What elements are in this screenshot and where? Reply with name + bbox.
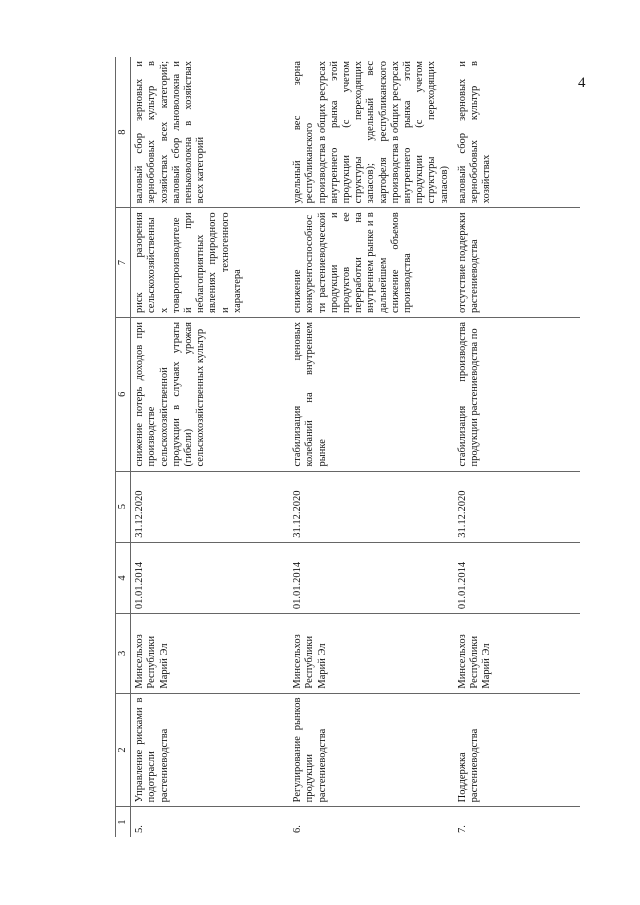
executor: Минсельхоз Республики Марий Эл [131,614,290,694]
start-date: 01.01.2014 [289,542,454,613]
expected-result: стабилизация производства продукции растениеводства по [454,317,580,471]
row-number: 5. [134,825,146,833]
table-row [289,57,454,837]
column-header: 2 [116,693,131,807]
consequences: снижение конкурентоспособности растениеводческой продукции и продуктов ее переработки на внутреннем рынке и в дальнейшем снижение объемов производства [289,208,454,318]
expected-result: снижение потерь доходов при производстве сельскохозяйственной продукции в случаях утраты (гибели) урожая сельскохозяйственных культур [131,317,290,471]
document-table [115,57,580,837]
column-header: 4 [116,542,131,613]
row-number: 7. [456,825,468,833]
start-date: 01.01.2014 [454,542,580,613]
column-header: 5 [116,471,131,542]
end-date: 31.12.2020 [454,471,580,542]
executor: Минсельхоз Республики Марий Эл [289,614,454,694]
column-header: 1 [116,807,131,837]
consequences: риск разорения сельскохозяйственных товаропроизводителей при неблагоприятных явлениях природного и техногенного характера [131,208,290,318]
measure-name: Регулирование рынков продукции растениеводства [289,693,454,807]
indicators: валовый сбор зерновых и зернобобовых культур в хозяйствах всех категорий; валовый сбор льноволокна и пеньковолокна в хозяйствах всех категорий [131,57,290,208]
consequences: отсутствие поддержки растениеводства [454,208,580,318]
table-row [454,57,580,837]
column-header: 7 [116,208,131,318]
column-header: 8 [116,57,131,208]
end-date: 31.12.2020 [289,471,454,542]
row-number: 6. [292,825,304,833]
expected-result: стабилизация ценовых колебаний на внутреннем рынке [289,317,454,471]
indicators: удельный вес зерна республиканского производства в общих ресурсах внутреннего рынка этой продукции (с учетом структуры переходящих запасов); удельный вес картофеля республиканского производства в общих ресурсах внутреннего рынка этой продукции (с учетом структуры переходящих запасов) [289,57,454,208]
measure-name: Управление рисками в подотрасли растениеводства [131,693,290,807]
start-date: 01.01.2014 [131,542,290,613]
table-header-row [116,57,131,837]
executor: Минсельхоз Республики Марий Эл [454,614,580,694]
table-row [131,57,290,837]
page-number: 4 [578,75,586,91]
measure-name: Поддержка растениеводства [454,693,580,807]
column-header: 3 [116,614,131,694]
end-date: 31.12.2020 [131,471,290,542]
column-header: 6 [116,317,131,471]
indicators: валовый сбор зерновых и зернобобовых культур в хозяйствах [454,57,580,208]
